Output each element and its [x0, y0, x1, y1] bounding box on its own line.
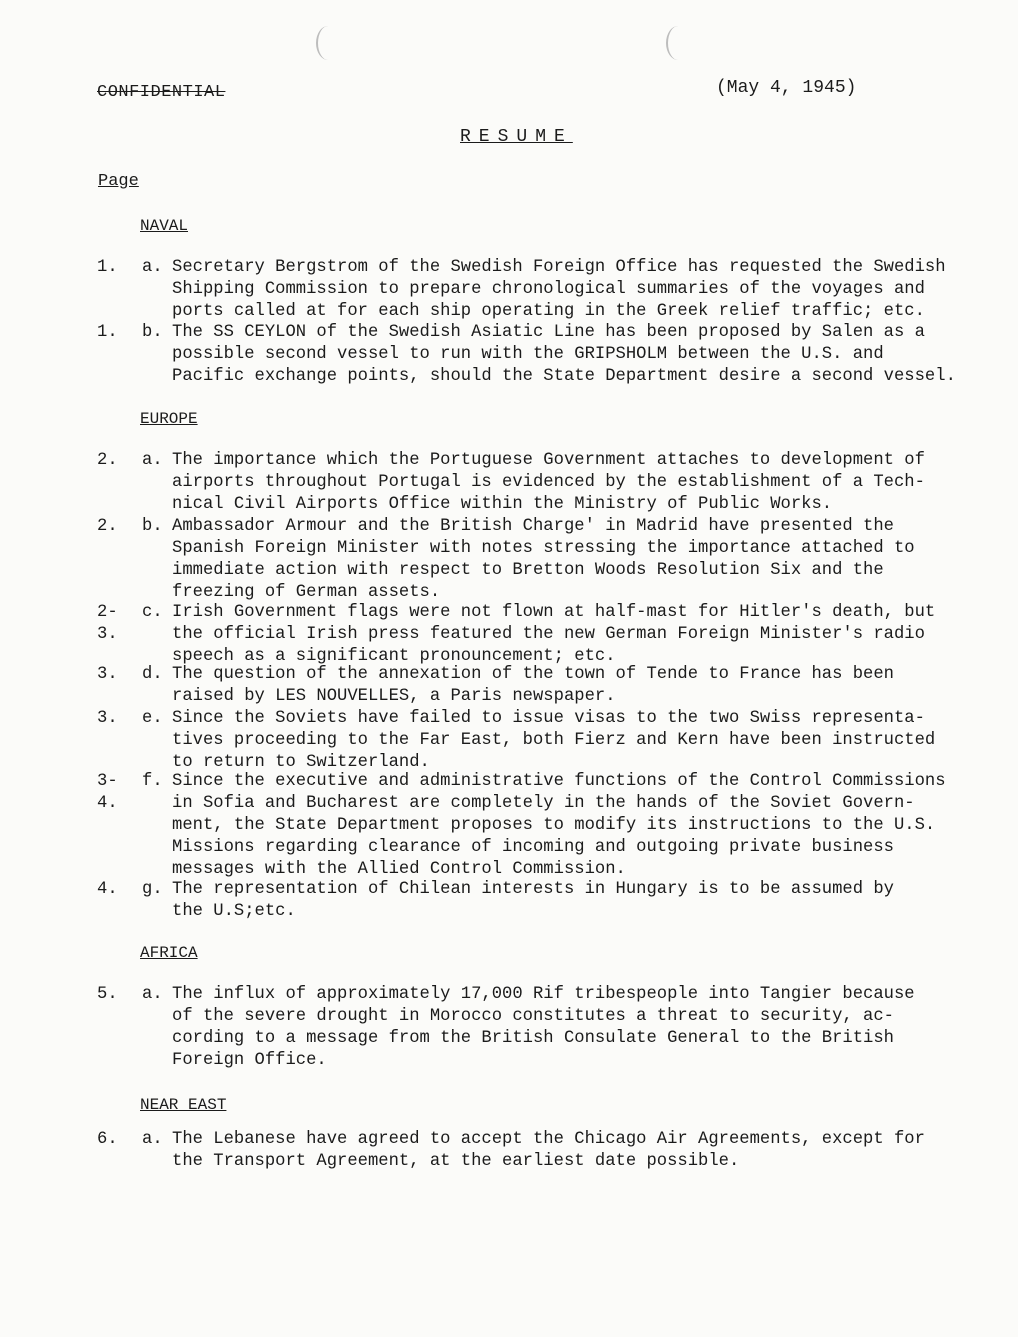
- item-letter: e.: [142, 709, 163, 728]
- item-text: Since the executive and administrative functions of the Control Commissions in Sofia and Bucharest are completely in the hands of the Soviet Govern- ment, the State Department proposes to modify its instructions to the U.S. Missions regarding clearance of incoming and outgoing private business messages with the Allied Control Commission.: [172, 772, 946, 879]
- item-letter: b.: [142, 517, 163, 536]
- item-letter: d.: [142, 665, 163, 684]
- punch-hole-mark: [316, 26, 340, 60]
- document-date: (May 4, 1945): [716, 78, 857, 98]
- item-letter: a.: [142, 985, 163, 1004]
- page-ref: 5.: [97, 985, 118, 1004]
- page-ref: 2.: [97, 451, 118, 470]
- item-letter: a.: [142, 258, 163, 277]
- item-text: Since the Soviets have failed to issue visas to the two Swiss representa- tives proceeding to the Far East, both Fierz and Kern have been instructed to return to Switzerland.: [172, 709, 936, 772]
- page-column-label: Page: [98, 172, 139, 191]
- item-text: The Lebanese have agreed to accept the Chicago Air Agreements, except for the Transport Agreement, at the earliest date possible.: [172, 1130, 925, 1171]
- page-title: RESUME: [460, 127, 573, 147]
- item-text: Ambassador Armour and the British Charge' in Madrid have presented the Spanish Foreign Minister with notes stressing the importance attached to immediate action with respect to Bretton Woods Resolution Six and the freezing of German assets.: [172, 517, 915, 602]
- item-text: The SS CEYLON of the Swedish Asiatic Line has been proposed by Salen as a possible second vessel to run with the GRIPSHOLM between the U.S. and Pacific exchange points, should the State Department desire a second vessel.: [172, 323, 956, 386]
- section-heading-near-east: NEAR EAST: [140, 1096, 227, 1114]
- page-ref: 2.: [97, 517, 118, 536]
- section-heading-africa: AFRICA: [140, 944, 198, 962]
- item-letter: g.: [142, 880, 163, 899]
- page-ref: 1.: [97, 323, 118, 342]
- item-letter: f.: [142, 772, 163, 791]
- page-ref: 4.: [97, 880, 118, 899]
- item-letter: b.: [142, 323, 163, 342]
- page-ref: 6.: [97, 1130, 118, 1149]
- item-text: Secretary Bergstrom of the Swedish Foreign Office has requested the Swedish Shipping Commission to prepare chronological summaries of the voyages and ports called at for each ship operating in the Greek relief traffic; etc.: [172, 258, 946, 321]
- item-letter: a.: [142, 451, 163, 470]
- page-ref: 2- 3.: [97, 603, 118, 644]
- punch-hole-mark: [666, 26, 690, 60]
- item-letter: a.: [142, 1130, 163, 1149]
- item-text: Irish Government flags were not flown at half-mast for Hitler's death, but the official Irish press featured the new German Foreign Minister's radio speech as a significant pronouncement; etc.: [172, 603, 936, 666]
- section-heading-naval: NAVAL: [140, 217, 189, 235]
- item-letter: c.: [142, 603, 163, 622]
- page-ref: 1.: [97, 258, 118, 277]
- item-text: The representation of Chilean interests in Hungary is to be assumed by the U.S;etc.: [172, 880, 894, 921]
- page-ref: 3.: [97, 709, 118, 728]
- item-text: The question of the annexation of the town of Tende to France has been raised by LES NOUVELLES, a Paris newspaper.: [172, 665, 894, 706]
- item-text: The influx of approximately 17,000 Rif tribespeople into Tangier because of the severe drought in Morocco constitutes a threat to security, ac- cording to a message from the British Consulate General to the British Foreign Office.: [172, 985, 915, 1070]
- section-heading-europe: EUROPE: [140, 410, 198, 428]
- page-ref: 3.: [97, 665, 118, 684]
- classification-stamp: CONFIDENTIAL: [97, 83, 226, 102]
- page-ref: 3- 4.: [97, 772, 118, 813]
- item-text: The importance which the Portuguese Government attaches to development of airports throughout Portugal is evidenced by the establishment of a Tech- nical Civil Airports Office within the Ministry of Public Works.: [172, 451, 925, 514]
